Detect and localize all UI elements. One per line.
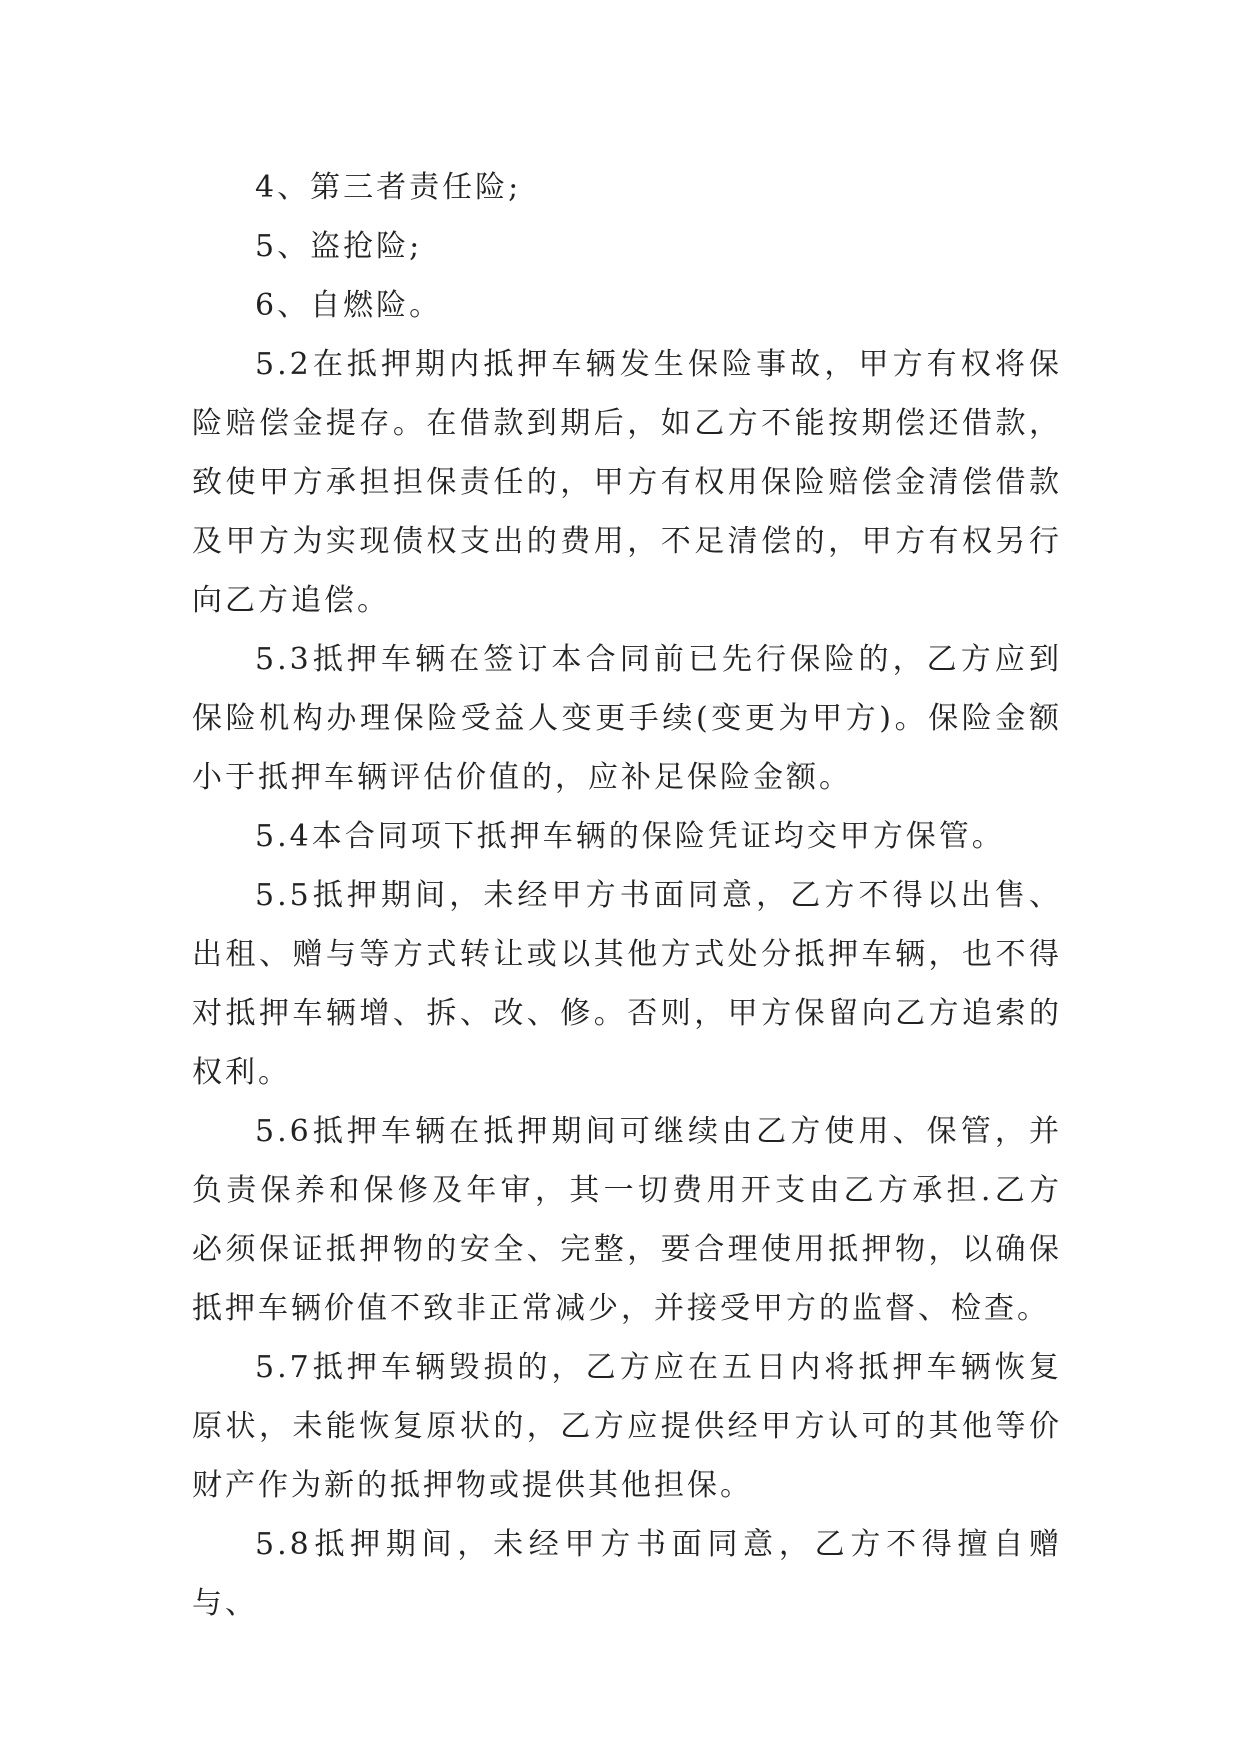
- clause-5-7: 5.7抵押车辆毁损的，乙方应在五日内将抵押车辆恢复原状，未能恢复原状的，乙方应提供经甲方认可的其他等价财产作为新的抵押物或提供其他担保。: [192, 1350, 1062, 1503]
- clause-5-5: 5.5抵押期间，未经甲方书面同意，乙方不得以出售、出租、赠与等方式转让或以其他方式处分抵押车辆，也不得对抵押车辆增、拆、改、修。否则，甲方保留向乙方追索的权利。: [192, 878, 1062, 1090]
- list-item-theft-insurance: 5、盗抢险;: [255, 229, 423, 264]
- list-item-third-party-liability: 4、第三者责任险;: [255, 170, 522, 205]
- clause-5-3: 5.3抵押车辆在签订本合同前已先行保险的，乙方应到保险机构办理保险受益人变更手续(变更为甲方)。保险金额小于抵押车辆评估价值的，应补足保险金额。: [192, 642, 1062, 795]
- clause-5-8: 5.8抵押期间，未经甲方书面同意，乙方不得擅自赠与、: [192, 1527, 1062, 1621]
- document-body: [192, 158, 1062, 1633]
- clause-5-6: 5.6抵押车辆在抵押期间可继续由乙方使用、保管，并负责保养和保修及年审，其一切费用开支由乙方承担.乙方必须保证抵押物的安全、完整，要合理使用抵押物，以确保抵押车辆价值不致非正常减少，并接受甲方的监督、检查。: [192, 1114, 1062, 1326]
- clause-5-4: 5.4本合同项下抵押车辆的保险凭证均交甲方保管。: [255, 819, 1005, 854]
- list-item-spontaneous-combustion: 6、自燃险。: [255, 288, 443, 323]
- clause-5-2: 5.2在抵押期内抵押车辆发生保险事故，甲方有权将保险赔偿金提存。在借款到期后，如乙方不能按期偿还借款，致使甲方承担担保责任的，甲方有权用保险赔偿金清偿借款及甲方为实现债权支出的费用，不足清偿的，甲方有权另行向乙方追偿。: [192, 347, 1062, 618]
